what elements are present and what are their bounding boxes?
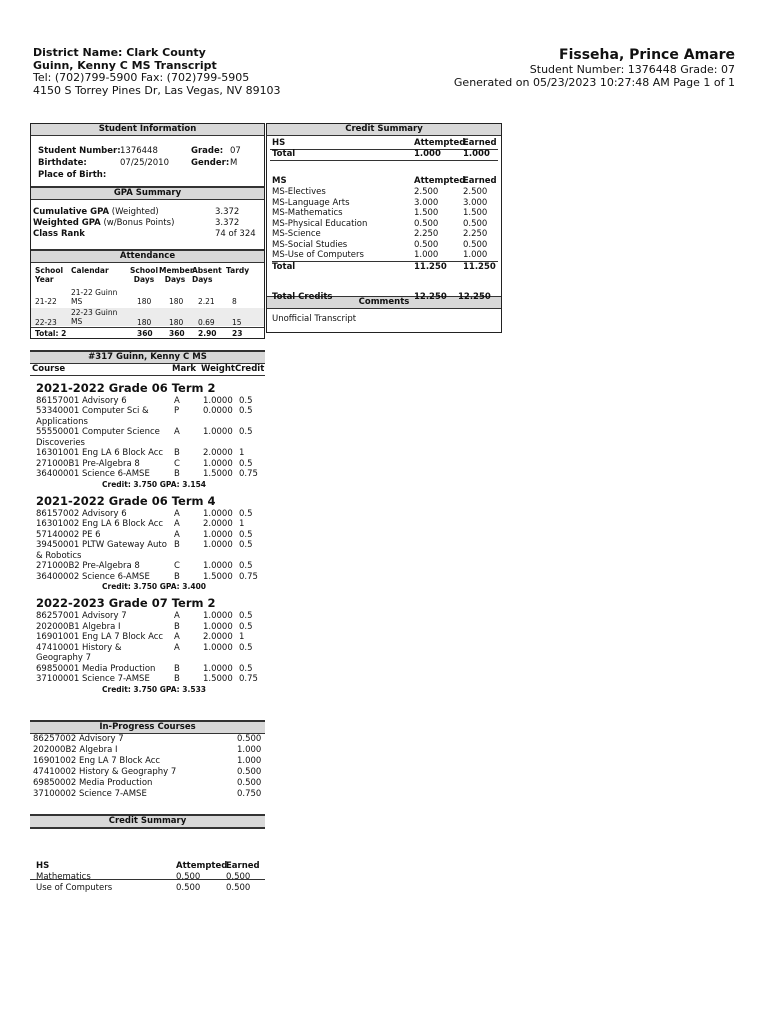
course-name (30, 396, 171, 407)
col-mark: Mark (172, 364, 197, 374)
course-name (30, 572, 171, 583)
credit-summary-hs-section (30, 814, 265, 893)
course-weight: 1.0000 (203, 540, 233, 550)
course-credit: 1 (239, 448, 245, 458)
course-credit: 0.5 (239, 395, 253, 406)
course-mark: B (174, 540, 180, 550)
gpa-row (33, 207, 258, 218)
course-weight: 1.5000 (203, 469, 233, 479)
course-title: Eng LA 7 Block Acc (81, 632, 164, 642)
course-credit: 0.5 (239, 406, 253, 416)
course-code: 47410001 (36, 642, 80, 653)
credit-area: Use of Computers (36, 883, 113, 893)
ms-total-attempted: 11.250 (414, 261, 447, 272)
col-member-days: Member Days (159, 266, 194, 284)
student-number-value: 1376448 (120, 146, 158, 156)
in-progress-credit: 1.000 (237, 756, 262, 766)
birthdate-label: Birthdate: (38, 158, 87, 168)
course-name (30, 622, 171, 633)
course-row (30, 448, 265, 459)
credit-area: MS-Science (272, 229, 321, 239)
course-weight: 1.5000 (203, 674, 233, 684)
term-summary: Credit: 3.750 GPA: 3.400 (102, 582, 207, 591)
comments-title: Comments (267, 296, 501, 309)
in-progress-course: 16901002 Eng LA 7 Block Acc (33, 756, 161, 766)
credit-attempted: 0.500 (176, 872, 201, 882)
credit-attempted: 1.500 (414, 208, 439, 218)
course-row (30, 622, 265, 633)
credit-area: MS-Electives (272, 187, 326, 197)
grade-value: 07 (230, 146, 241, 156)
total-credits-earned: 12.250 (458, 292, 491, 302)
credit-attempted: 2.500 (414, 187, 439, 197)
course-row (30, 406, 265, 427)
earned-header: Earned (463, 138, 497, 148)
course-title: Eng LA 6 Block Acc (81, 448, 164, 458)
course-weight: 1.0000 (203, 427, 233, 437)
in-progress-row (33, 778, 263, 789)
course-mark: B (174, 448, 180, 458)
gpa-row (33, 218, 258, 229)
gpa-label: Weighted GPA (33, 218, 101, 228)
course-weight: 1.0000 (203, 663, 233, 674)
credit-row (272, 240, 498, 251)
credit-earned: 3.000 (463, 197, 488, 208)
in-progress-row (33, 767, 263, 778)
course-code: 16901001 (36, 632, 80, 642)
course-title: PE 6 (81, 529, 101, 540)
credit-earned: 2.500 (463, 187, 488, 197)
gpa-summary-title: GPA Summary (31, 186, 264, 200)
credit-summary-hs-title: Credit Summary (30, 814, 265, 829)
attendance-total-absent: 2.90 (198, 329, 217, 338)
course-title: Advisory 6 (81, 395, 127, 406)
hs-total-attempted: 1.000 (414, 149, 441, 159)
credit-summary-panel (266, 123, 502, 333)
school-title: Guinn, Kenny C MS Transcript (33, 58, 217, 72)
course-column-headers (30, 364, 265, 376)
in-progress-credit: 0.500 (237, 767, 262, 777)
term-section (30, 380, 265, 490)
credit-earned: 2.250 (463, 229, 488, 239)
course-credit: 0.5 (239, 621, 253, 632)
course-name (30, 674, 171, 685)
attempted-header: Attempted (414, 176, 466, 186)
course-name (30, 509, 171, 520)
credit-earned: 0.500 (226, 883, 251, 893)
course-code: 86257001 (36, 611, 80, 621)
student-header (454, 47, 735, 89)
attendance-tardy: 8 (232, 297, 237, 306)
course-row (30, 561, 265, 572)
attendance-year: 21-22 (35, 297, 57, 306)
course-weight: 1.0000 (203, 458, 233, 469)
in-progress-section (30, 720, 265, 800)
in-progress-course: 202000B2 Algebra I (33, 745, 118, 755)
in-progress-credit: 0.750 (237, 789, 262, 799)
course-weight: 1.0000 (203, 561, 233, 571)
comments-text: Unofficial Transcript (272, 314, 357, 324)
course-row (30, 509, 265, 520)
course-title: Pre-Algebra 8 (82, 458, 140, 469)
course-name (30, 459, 171, 470)
course-name (30, 530, 171, 541)
course-name (30, 406, 171, 427)
in-progress-title: In-Progress Courses (30, 720, 265, 734)
course-title: Advisory 7 (81, 611, 127, 621)
credit-attempted: 0.500 (414, 239, 439, 250)
course-row (30, 674, 265, 685)
course-code: 16301001 (36, 448, 80, 458)
course-code: 57140002 (36, 529, 80, 540)
course-weight: 2.0000 (203, 632, 233, 642)
credit-row (272, 219, 498, 230)
gpa-value: 3.372 (215, 207, 240, 217)
course-title: PLTW Gateway Auto & Robotics (36, 540, 167, 561)
course-mark: A (174, 632, 180, 642)
course-credit: 0.5 (239, 663, 253, 674)
divider (30, 879, 265, 880)
course-code: 271000B1 (36, 458, 80, 469)
credit-earned: 1.500 (463, 208, 488, 218)
attempted-header: Attempted (176, 861, 228, 871)
course-credit: 0.5 (239, 458, 253, 469)
in-progress-course: 86257002 Advisory 7 (33, 734, 124, 744)
course-code: 16301002 (36, 519, 80, 529)
attendance-absent-days: 2.21 (198, 297, 215, 306)
credit-row (272, 187, 498, 198)
col-absent-days: Absent Days (192, 266, 222, 284)
student-info-panel (30, 123, 265, 339)
course-code: 55550001 (36, 427, 80, 437)
course-code: 69850001 (36, 663, 80, 674)
generated-date: Generated on 05/23/2023 10:27:48 AM Page 1 of 1 (453, 75, 735, 89)
course-weight: 1.0000 (203, 621, 233, 632)
in-progress-credit: 1.000 (237, 745, 262, 755)
birthdate-value: 07/25/2010 (120, 158, 169, 168)
course-title: Pre-Algebra 8 (82, 561, 140, 571)
col-weight: Weight (201, 364, 235, 374)
credit-area: MS-Language Arts (272, 197, 350, 208)
col-school-year: School Year (35, 266, 64, 284)
course-name (30, 561, 171, 572)
credit-attempted: 2.250 (414, 229, 439, 239)
course-name (30, 519, 171, 530)
course-weight: 1.0000 (203, 395, 233, 406)
credit-summary-title: Credit Summary (267, 124, 501, 136)
gpa-value: 74 of 324 (215, 229, 256, 239)
term-summary: Credit: 3.750 GPA: 3.154 (102, 479, 207, 489)
gpa-value: 3.372 (215, 218, 240, 228)
course-weight: 1.5000 (203, 571, 233, 582)
in-progress-list (30, 734, 265, 800)
ms-total-label: Total (272, 261, 296, 272)
course-mark: A (174, 395, 180, 406)
course-weight: 0.0000 (203, 406, 233, 416)
col-school-days: School Days (129, 266, 159, 284)
course-mark: C (174, 458, 180, 469)
course-mark: B (174, 621, 180, 632)
attendance-member-days: 180 (169, 297, 184, 306)
course-credit: 0.5 (239, 529, 253, 540)
attendance-total-label: Total: 2 (35, 329, 67, 338)
total-credits-label: Total Credits (272, 292, 333, 302)
course-row (30, 519, 265, 530)
course-weight: 1.0000 (203, 529, 233, 540)
credit-area: MS-Social Studies (272, 239, 348, 250)
in-progress-row (33, 789, 263, 800)
in-progress-credit: 0.500 (237, 734, 262, 744)
in-progress-credit: 0.500 (237, 778, 262, 788)
term-title: 2022-2023 Grade 07 Term 2 (36, 596, 216, 610)
attendance-total-member: 360 (169, 329, 185, 338)
course-name (30, 427, 171, 448)
term-summary: Credit: 3.750 GPA: 3.533 (102, 684, 207, 694)
gpa-label-note: (Weighted) (109, 207, 159, 217)
course-name (30, 469, 171, 480)
course-code: 271000B2 (36, 561, 80, 571)
in-progress-course: 37100002 Science 7-AMSE (33, 789, 147, 799)
gpa-summary (31, 200, 264, 249)
student-number-label: Student Number: (38, 146, 121, 156)
course-row (30, 664, 265, 675)
attendance-member-days: 180 (169, 318, 184, 327)
credit-attempted: 0.500 (414, 218, 439, 229)
hs-label: HS (36, 861, 50, 871)
course-weight: 1.0000 (203, 642, 233, 653)
attendance-school-days: 180 (137, 297, 152, 306)
course-credit: 1 (239, 519, 245, 529)
col-course: Course (32, 364, 66, 374)
course-row (30, 427, 265, 448)
course-name (30, 632, 171, 643)
district-name: District Name: Clark County (33, 46, 206, 59)
credit-earned: 0.500 (463, 239, 488, 250)
course-mark: B (174, 674, 180, 684)
earned-header: Earned (463, 176, 497, 186)
course-row (30, 396, 265, 407)
in-progress-row (33, 745, 263, 756)
attempted-header: Attempted (414, 138, 466, 148)
credit-area: Mathematics (36, 872, 91, 882)
course-credit: 1 (239, 632, 245, 642)
credit-attempted: 1.000 (414, 250, 439, 260)
course-row (30, 611, 265, 622)
hs-total-earned: 1.000 (463, 149, 490, 159)
course-name (30, 448, 171, 459)
credit-attempted: 0.500 (176, 883, 201, 893)
grade-label: Grade: (191, 146, 224, 156)
course-credit: 0.75 (239, 469, 258, 479)
hs-total-label: Total (272, 149, 296, 159)
credit-attempted: 3.000 (414, 197, 439, 208)
credit-row (272, 208, 498, 219)
place-of-birth-label: Place of Birth: (38, 170, 107, 180)
course-title: History & Geography 7 (36, 642, 122, 663)
attendance-absent-days: 0.69 (198, 318, 215, 327)
course-credit: 0.5 (239, 642, 253, 653)
attendance-total-school: 360 (137, 329, 153, 338)
term-section (30, 493, 265, 593)
gender-value: M (230, 158, 238, 168)
course-row (30, 632, 265, 643)
col-tardy: Tardy (226, 266, 250, 275)
course-row (30, 540, 265, 561)
credit-earned: 1.000 (463, 250, 488, 260)
in-progress-course: 69850002 Media Production (33, 778, 153, 788)
attendance-school-days: 180 (137, 318, 152, 327)
course-mark: A (174, 611, 180, 621)
course-title: Eng LA 6 Block Acc (81, 519, 164, 529)
course-code: 37100001 (36, 674, 80, 684)
course-credit: 0.75 (239, 674, 258, 684)
credit-row (272, 250, 498, 261)
school-course-title: #317 Guinn, Kenny C MS (30, 350, 265, 364)
course-credit: 0.75 (239, 571, 258, 582)
course-title: Science 6-AMSE (81, 469, 150, 479)
course-title: Computer Science Discoveries (36, 427, 160, 448)
credit-row (272, 198, 498, 209)
course-weight: 2.0000 (203, 519, 233, 529)
credit-earned: 0.500 (226, 872, 251, 882)
course-mark: B (174, 571, 180, 582)
course-code: 53340001 (36, 406, 80, 416)
course-title: Media Production (81, 663, 156, 674)
credit-area: MS-Use of Computers (272, 250, 364, 260)
attendance-title: Attendance (31, 249, 264, 263)
course-credit: 0.5 (239, 427, 253, 437)
in-progress-row (33, 734, 263, 745)
course-name (30, 664, 171, 675)
course-credit: 0.5 (239, 540, 253, 550)
in-progress-row (33, 756, 263, 767)
course-mark: P (174, 406, 180, 416)
course-row (30, 572, 265, 583)
credit-area: MS-Mathematics (272, 208, 343, 218)
attendance-total-tardy: 23 (232, 329, 243, 338)
course-row (30, 643, 265, 664)
course-row (30, 459, 265, 470)
tel-fax: Tel: (702)799-5900 Fax: (702)799-5905 (33, 71, 250, 84)
gpa-label: Cumulative GPA (33, 207, 110, 217)
col-credit: Credit (235, 364, 265, 374)
course-title: Algebra I (82, 621, 121, 632)
course-name (30, 643, 171, 664)
earned-header: Earned (226, 861, 260, 871)
term-section (30, 595, 265, 695)
gpa-label-note: (w/Bonus Points) (100, 218, 175, 228)
course-history (30, 350, 265, 695)
school-header (33, 47, 281, 97)
credit-row (272, 229, 498, 240)
course-mark: A (174, 642, 180, 653)
course-credit: 0.5 (239, 508, 253, 519)
hs-label: HS (272, 138, 286, 148)
terms-container (30, 380, 265, 695)
student-name: Fisseha, Prince Amare (559, 47, 735, 63)
course-code: 36400001 (36, 469, 80, 479)
course-title: Computer Sci & Applications (36, 406, 149, 427)
course-code: 36400002 (36, 571, 80, 582)
total-credits-attempted: 12.250 (414, 292, 447, 302)
course-code: 86157001 (36, 395, 80, 406)
ms-total-earned: 11.250 (463, 261, 496, 272)
credit-area: MS-Physical Education (272, 218, 368, 229)
course-name (30, 611, 171, 622)
course-mark: A (174, 529, 180, 540)
attendance-calendar: 21-22 Guinn MS (71, 288, 118, 306)
course-mark: A (174, 519, 180, 529)
course-code: 202000B1 (36, 621, 80, 632)
course-name (30, 540, 171, 561)
course-mark: A (174, 427, 180, 437)
gender-label: Gender: (191, 158, 230, 168)
ms-credit-rows (272, 187, 498, 272)
course-title: Advisory 6 (81, 508, 127, 519)
course-mark: B (174, 469, 180, 479)
attendance-tardy: 15 (232, 318, 242, 327)
course-weight: 2.0000 (203, 448, 233, 458)
course-mark: A (174, 508, 180, 519)
term-title: 2021-2022 Grade 06 Term 2 (36, 380, 216, 395)
course-code: 86157002 (36, 508, 80, 519)
gpa-row (33, 229, 258, 240)
course-row (30, 530, 265, 541)
course-credit: 0.5 (239, 561, 253, 571)
attendance-calendar: 22-23 Guinn MS (71, 308, 118, 326)
course-code: 39450001 (36, 540, 80, 550)
student-info-title: Student Information (31, 124, 264, 136)
course-mark: C (174, 561, 180, 571)
course-weight: 1.0000 (203, 508, 233, 519)
ms-total-row (272, 261, 498, 273)
attendance-year: 22-23 (35, 318, 57, 327)
credit-earned: 0.500 (463, 218, 488, 229)
course-title: Science 6-AMSE (81, 571, 150, 582)
course-credit: 0.5 (239, 611, 253, 621)
ms-label: MS (272, 176, 287, 186)
course-mark: B (174, 663, 180, 674)
in-progress-course: 47410002 History & Geography 7 (33, 767, 177, 777)
attendance-table (31, 263, 264, 348)
course-weight: 1.0000 (203, 611, 233, 621)
student-number-grade: Student Number: 1376448 Grade: 07 (529, 63, 735, 76)
course-row (30, 469, 265, 480)
course-title: Science 7-AMSE (81, 674, 150, 684)
col-calendar: Calendar (71, 266, 109, 275)
gpa-label: Class Rank (33, 229, 85, 239)
term-title: 2021-2022 Grade 06 Term 4 (36, 493, 216, 508)
address: 4150 S Torrey Pines Dr, Las Vegas, NV 89103 (33, 83, 281, 97)
